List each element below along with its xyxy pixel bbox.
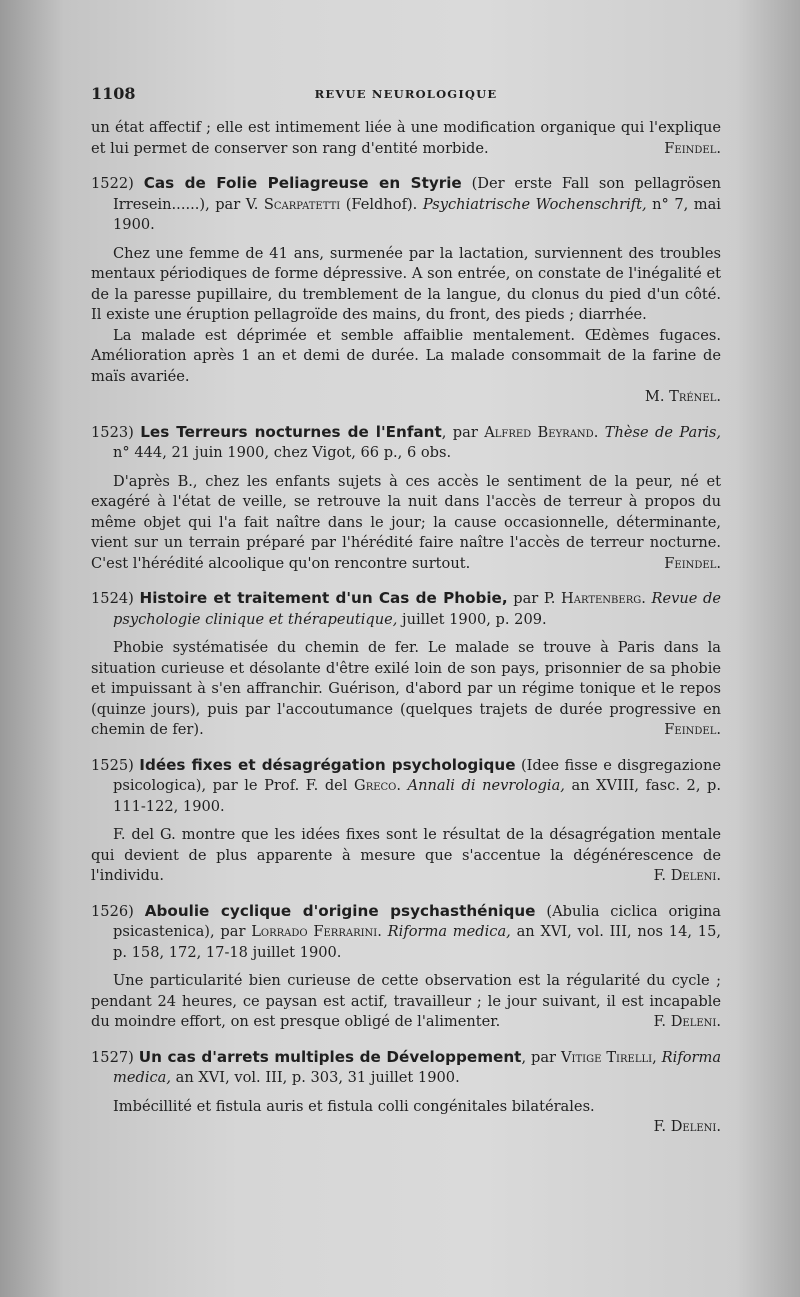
entry-number: 1526) (91, 902, 134, 920)
entry-paragraph: La malade est déprimée et semble affaiblie mentalement. Œdèmes fugaces. Amélioration après 1 an et demi de durée. La malade consommait de la farine de maïs avariée. (91, 326, 721, 385)
entry-body (91, 638, 721, 741)
entry-heading (91, 755, 721, 818)
entry-number: 1525) (91, 756, 134, 774)
entry-ref-tail: n° 444, 21 juin 1900, chez Vigot, 66 p., 6 obs. (113, 444, 452, 461)
page-number: 1108 (91, 84, 136, 103)
entry-journal: Revue de psychologie clinique et thérapeutique, (113, 590, 722, 628)
entry-number: 1522) (91, 175, 134, 192)
entry-ref-part: , (652, 1048, 662, 1066)
entry-ref-tail: an XVI, vol. III, p. 303, 31 juillet 1900. (171, 1069, 460, 1086)
entry-body (91, 971, 721, 1033)
entry-journal: Riforma medica, (113, 1048, 722, 1086)
entry-signature: F. Deleni. (653, 1013, 721, 1030)
entry-ref-tail: juillet 1900, p. 209. (397, 610, 547, 628)
entry-author: Lorrado Ferrarini (251, 923, 378, 940)
entry-ref-part: (Feldhof). (340, 195, 423, 213)
entry-author: Vitige Tirelli (560, 1048, 653, 1066)
entry-paragraph: Une particularité bien curieuse de cette observation est la régularité du cycle ; pendant 24 heures, ce paysan est actif, travailleur ; le jour suivant, il est incapable du moindre effort, on est presque obligé de l'alimenter. (91, 972, 721, 1030)
entry-heading (91, 901, 721, 964)
entry-1526 (91, 901, 721, 1033)
entry-paragraph: D'après B., chez les enfants sujets à ces accès le sentiment de la peur, né et exagéré à l'état de veille, se retrouve la nuit dans l'accès de terreur à propos du même objet qui l'a fait naître dans le jour; la cause occasionnelle, déterminante, vient sur un terrain préparé par l'hérédité faire naître l'accès de terreur nocturne. C'est l'hérédité alcoolique qu'on rencontre surtout. (91, 472, 721, 572)
entry-ref-part: (Idee fisse e disgregazione psicologica), par le Prof. F. del (113, 756, 722, 794)
entry-ref-part: . (396, 777, 408, 794)
entry-1524 (91, 588, 721, 741)
entry-paragraph: Chez une femme de 41 ans, surmenée par la lactation, surviennent des troubles mentaux périodiques de forme dépressive. A son entrée, on constate de l'inégalité et de la paresse pupillaire, du tremblement de la langue, du clonus du pied d'un côté. Il existe une éruption pellagroïde des mains, du front, des pieds ; diarrhée. (91, 244, 721, 323)
entry-paragraph: F. del G. montre que les idées fixes sont le résultat de la désagrégation mentale qui devient de plus apparente à mesure que s'accentue la dégénérescence de l'individu. (91, 826, 721, 884)
entry-ref-tail: an XVI, vol. III, nos 14, 15, p. 158, 172, 17-18 juillet 1900. (113, 923, 722, 961)
entry-body (91, 244, 721, 408)
entry-1522 (91, 173, 721, 408)
entry-number: 1527) (91, 1048, 134, 1066)
entry-ref-part: (Der erste Fall son pellagrösen Irresein......), par V. (113, 175, 722, 213)
entry-heading (91, 1047, 721, 1089)
entry-author: Greco (354, 777, 397, 794)
running-title: REVUE NEUROLOGIQUE (314, 87, 498, 101)
entry-ref-tail: an XVIII, fasc. 2, p. 111-122, 1900. (113, 777, 721, 815)
entry-paragraph: Imbécillité et fistula auris et fistula colli congénitales bilatérales. (113, 1097, 595, 1115)
entry-1527 (91, 1047, 721, 1138)
entry-signature: Feindel. (664, 554, 721, 572)
entry-body (91, 1097, 721, 1138)
entry-signature: F. Deleni. (653, 1118, 721, 1135)
entry-body (91, 472, 721, 575)
entry-ref-part: , par (521, 1048, 561, 1066)
entry-ref-part: , par (441, 423, 485, 441)
page-content (91, 84, 721, 1138)
entry-paragraph: Phobie systématisée du chemin de fer. Le malade se trouve à Paris dans la situation curieuse et désolante d'être exilé loin de son pays, prisonnier de sa phobie et impuissant à s'en affranchir. Guérison, d'abord par un régime tonique et le repos (quinze jours), puis par l'accoutumance (quelques trajets de durée progressive en chemin de fer). (91, 639, 721, 738)
entry-title: Idées fixes et désagrégation psychologique (139, 755, 516, 774)
entry-title: Cas de Folie Peliagreuse en Styrie (143, 174, 462, 192)
entry-journal: Psychiatrische Wochenschrift, (422, 195, 647, 213)
entry-signature: F. Deleni. (653, 867, 721, 884)
entry-signature: Feindel. (664, 721, 721, 738)
intro-paragraph (91, 118, 721, 159)
intro-signature: Feindel. (664, 139, 721, 157)
entry-author: Scarpatetti (263, 195, 341, 213)
entry-title: Histoire et traitement d'un Cas de Phobie, (139, 589, 508, 607)
entry-author: Hartenberg (561, 590, 642, 607)
entry-ref-part: . (377, 923, 388, 940)
intro-text: un état affectif ; elle est intimement liée à une modification organique qui l'explique et lui permet de conserver son rang d'entité morbide. (91, 119, 721, 157)
entry-heading (91, 588, 721, 630)
entry-title: Aboulie cyclique d'origine psychasthénique (144, 901, 536, 920)
entry-number: 1523) (91, 423, 134, 441)
entry-1525 (91, 755, 721, 887)
entry-ref-tail: n° 7, mai 1900. (113, 195, 721, 233)
entry-heading (91, 173, 721, 236)
entry-signature: M. Trénel. (644, 388, 721, 405)
page-header (91, 84, 721, 106)
entry-1523 (91, 422, 721, 575)
entry-number: 1524) (91, 590, 134, 607)
entry-ref-part: . (593, 423, 605, 441)
entry-journal: Riforma medica, (387, 923, 511, 940)
entry-heading (91, 422, 721, 464)
entry-author: Alfred Beyrand (484, 423, 594, 441)
entry-title: Les Terreurs nocturnes de l'Enfant (140, 422, 442, 441)
entry-ref-part: . (641, 590, 652, 607)
entry-journal: Annali di nevrologia, (407, 777, 565, 794)
entry-journal: Thèse de Paris, (604, 423, 722, 441)
entry-body (91, 825, 721, 887)
entry-ref-part: (Abulia ciclica origina psicastenica), par (113, 902, 721, 940)
entry-title: Un cas d'arrets multiples de Développement (138, 1047, 522, 1066)
entry-ref-part: par P. (507, 590, 562, 607)
